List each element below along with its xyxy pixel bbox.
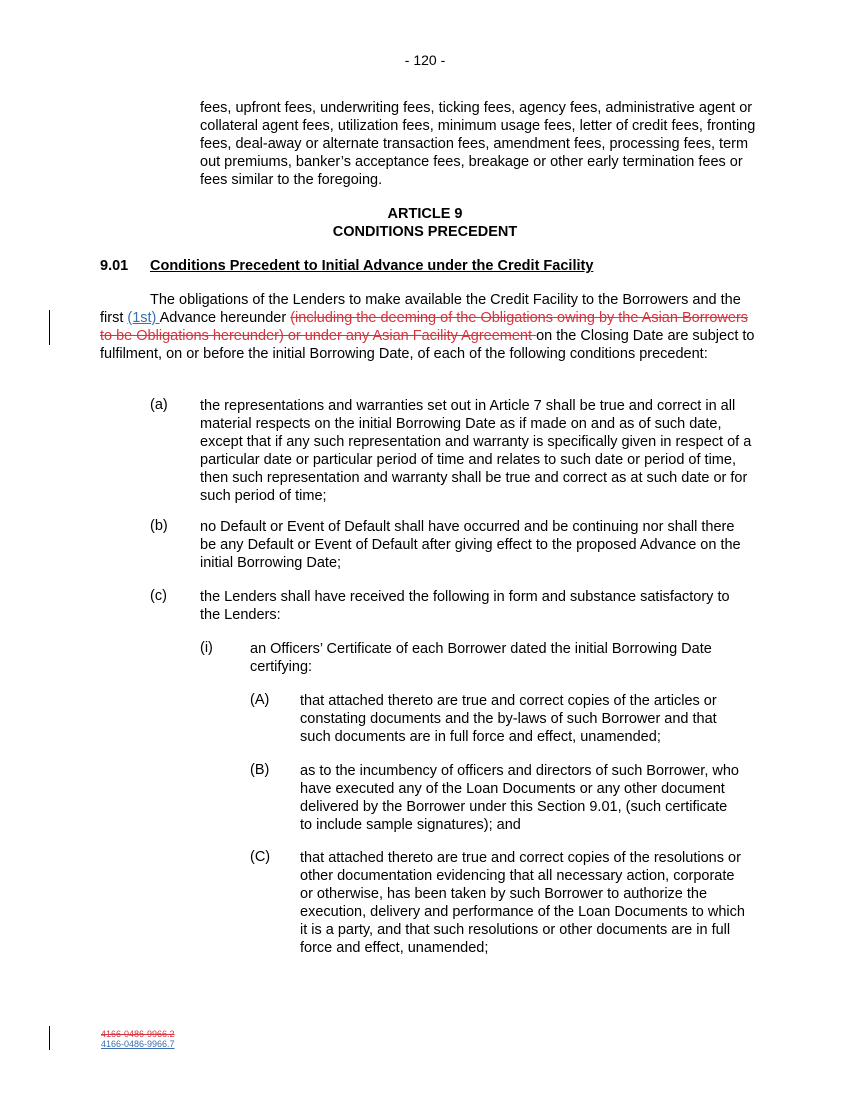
footer-change-bar [49,1026,50,1050]
article-title: CONDITIONS PRECEDENT [332,224,518,240]
footer-doc-ids [101,1029,175,1049]
change-bar [49,310,50,345]
section-title: Conditions Precedent to Initial Advance under the Credit Facility [150,258,594,274]
subsubitem-text: as to the incumbency of officers and directors of such Borrower, who have executed any of the Loan Documents or any other document delivered by the Borrower under this Section 9.01, (such certificate to include sample signatures); and [300,763,739,833]
old-document-id: 4166-0486-9966.2 [101,1029,175,1039]
item-text: the Lenders shall have received the following in form and substance satisfactory to the Lenders: [200,589,730,623]
subsubitem-label: (B) [250,762,270,778]
subitem-label: (i) [200,640,213,656]
section-body-paragraph [100,291,755,363]
body-text-1: The obligations of the Lenders to make available the Credit Facility to the Borrowers and the first [100,292,741,326]
page-number: - 120 - [404,52,446,68]
item-label: (c) [150,588,167,604]
deleted-text: (including the deeming of the Obligations owing by the Asian Borrowers to be Obligations hereunder) or under any Asian Facility Agreement [100,310,749,344]
subsubitem-label: (A) [250,692,270,708]
subsubitem-text: that attached thereto are true and correct copies of the resolutions or other documentation evidencing that all necessary action, corporate or otherwise, has been taken by such Borrower to authorize the execution, delivery and performance of the Loan Documents to which it is a party, and that such resolutions or other documents are in full force and effect, unamended; [300,850,745,956]
article-number: ARTICLE 9 [387,206,463,222]
article-heading [0,205,850,241]
item-text: no Default or Event of Default shall have occurred and be continuing nor shall there be any Default or Event of Default after giving effect to the proposed Advance on the initial Borrowing Date; [200,519,741,571]
item-label: (b) [150,518,168,534]
inserted-text: (1st) [127,310,160,326]
subsubitem-label: (C) [250,849,271,865]
intro-paragraph: fees, upfront fees, underwriting fees, ticking fees, agency fees, administrative agent or collateral agent fees, utilization fees, minimum usage fees, letter of credit fees, fronting fees, deal-away or alternate transaction fees, amendment fees, processing fees, term out premiums, banker’s acceptance fees, breakage or other early termination fees or fees similar to the foregoing. [200,100,756,188]
new-document-id: 4166-0486-9966.7 [101,1039,175,1049]
subsubitem-text: that attached thereto are true and correct copies of the articles or constating documents and the by-laws of such Borrower and that such documents are in full force and effect, unamended; [300,693,717,745]
item-text: the representations and warranties set out in Article 7 shall be true and correct in all material respects on the initial Borrowing Date as if made on and as of such date, except that if any such representation and warranty is specifically given in respect of a particular date or particular period of time and relates to such date or period of time, then such representation and warranty shall be true and correct as at such date or for such period of time; [200,398,752,504]
section-number: 9.01 [100,258,129,274]
body-text-2: Advance hereunder [159,310,291,326]
item-label: (a) [150,397,168,413]
body-text-3: on the Closing Date are subject to fulfilment, on or before the initial Borrowing Date, of each of the following conditions precedent: [100,328,755,362]
subitem-text: an Officers’ Certificate of each Borrower dated the initial Borrowing Date certifying: [250,641,712,675]
